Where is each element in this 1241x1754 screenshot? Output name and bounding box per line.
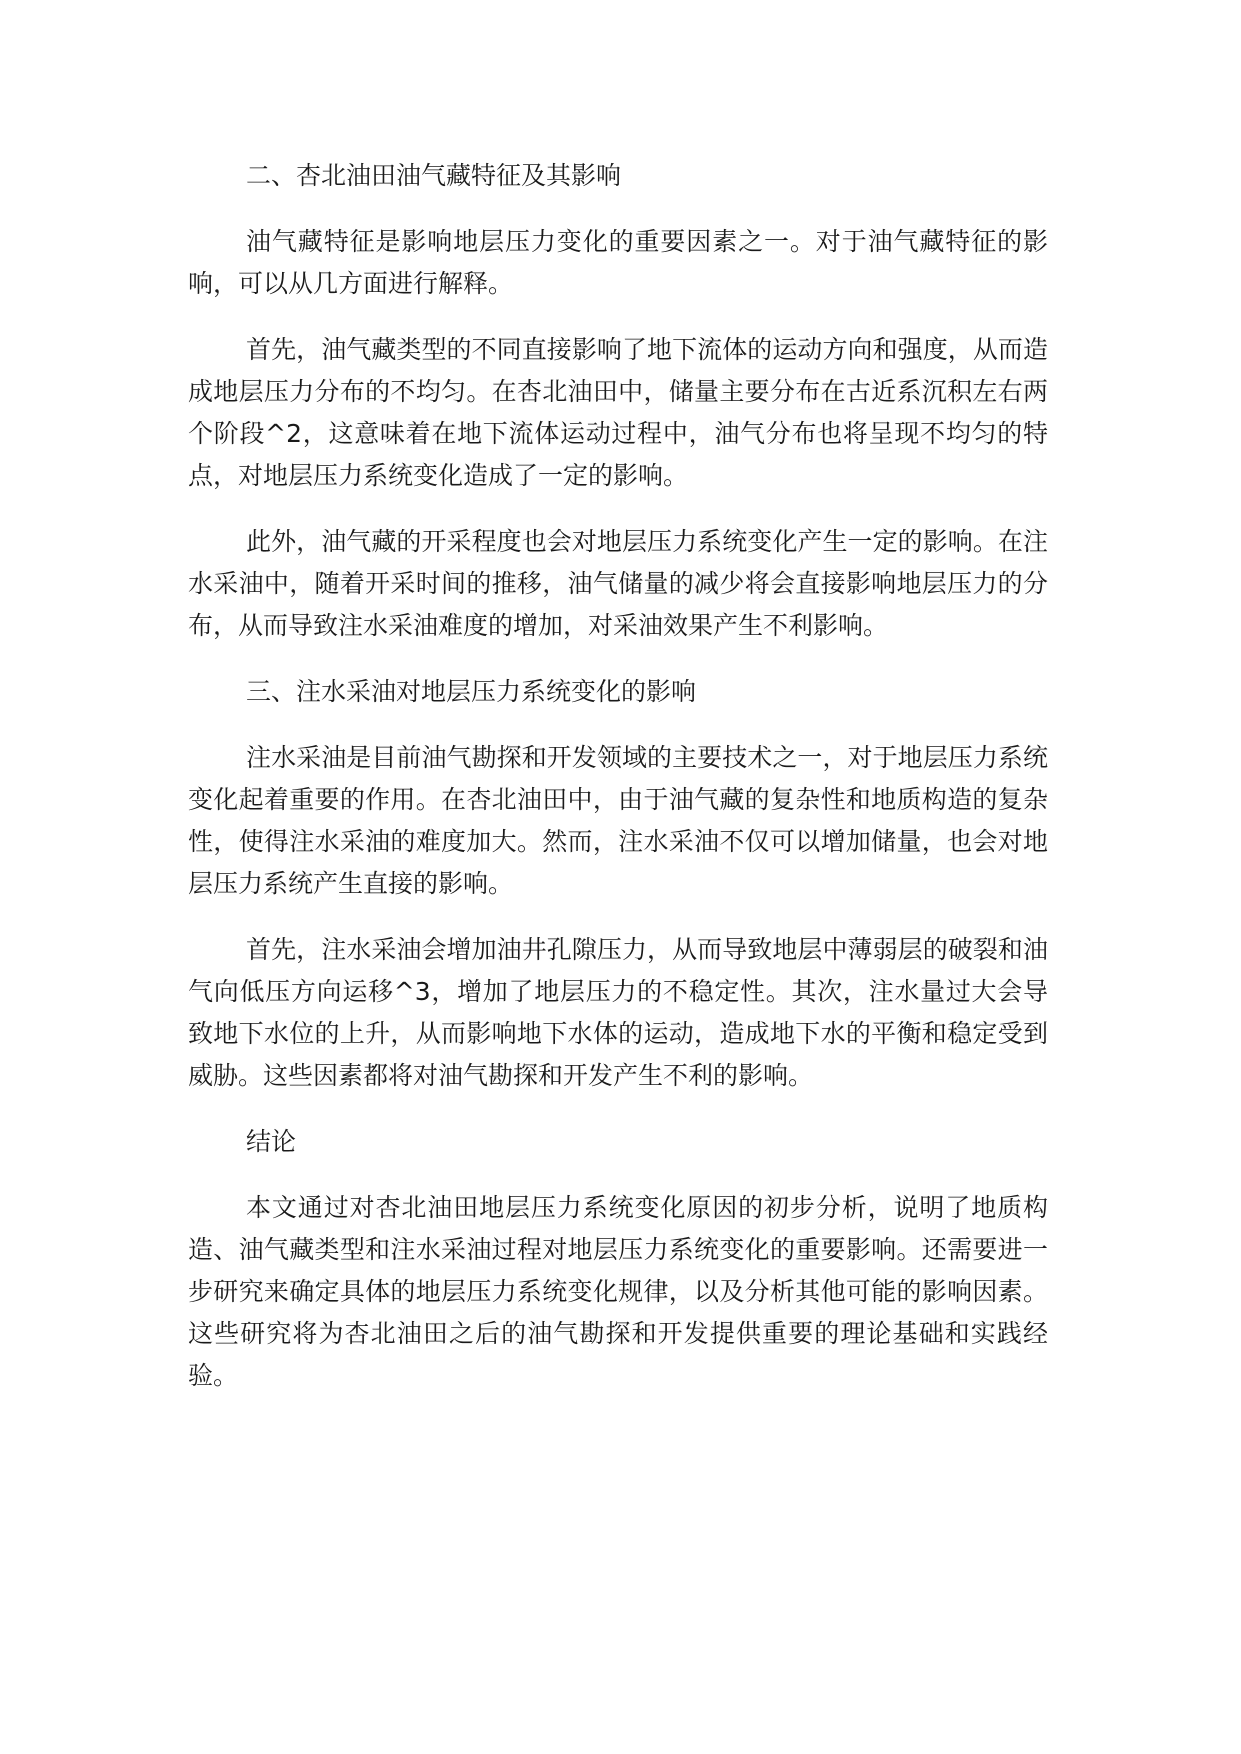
paragraph: 首先，注水采油会增加油井孔隙压力，从而导致地层中薄弱层的破裂和油气向低压方向运移^3，增加了地层压力的不稳定性。其次，注水量过大会导致地下水位的上升，从而影响地下水体的运动，造成地下水的平衡和稳定受到威胁。这些因素都将对油气勘探和开发产生不利的影响。 xyxy=(188,935,1048,1090)
paragraph: 油气藏特征是影响地层压力变化的重要因素之一。对于油气藏特征的影响，可以从几方面进行解释。 xyxy=(188,227,1048,298)
section-heading-water-injection: 三、注水采油对地层压力系统变化的影响 xyxy=(246,677,697,706)
paragraph: 注水采油是目前油气勘探和开发领域的主要技术之一，对于地层压力系统变化起着重要的作用。在杏北油田中，由于油气藏的复杂性和地质构造的复杂性，使得注水采油的难度加大。然而，注水采油不仅可以增加储量，也会对地层压力系统产生直接的影响。 xyxy=(188,743,1048,898)
paragraph: 此外，油气藏的开采程度也会对地层压力系统变化产生一定的影响。在注水采油中，随着开采时间的推移，油气储量的减少将会直接影响地层压力的分布，从而导致注水采油难度的增加，对采油效果产生不利影响。 xyxy=(188,527,1048,640)
paragraph: 本文通过对杏北油田地层压力系统变化原因的初步分析，说明了地质构造、油气藏类型和注水采油过程对地层压力系统变化的重要影响。还需要进一步研究来确定具体的地层压力系统变化规律，以及分析其他可能的影响因素。这些研究将为杏北油田之后的油气勘探和开发提供重要的理论基础和实践经验。 xyxy=(188,1193,1048,1390)
document-body xyxy=(188,155,1048,1421)
section-heading-conclusion: 结论 xyxy=(246,1127,297,1156)
section-heading-reservoir: 二、杏北油田油气藏特征及其影响 xyxy=(246,161,622,190)
paragraph: 首先，油气藏类型的不同直接影响了地下流体的运动方向和强度，从而造成地层压力分布的不均匀。在杏北油田中，储量主要分布在古近系沉积左右两个阶段^2，这意味着在地下流体运动过程中，油气分布也将呈现不均匀的特点，对地层压力系统变化造成了一定的影响。 xyxy=(188,335,1048,490)
